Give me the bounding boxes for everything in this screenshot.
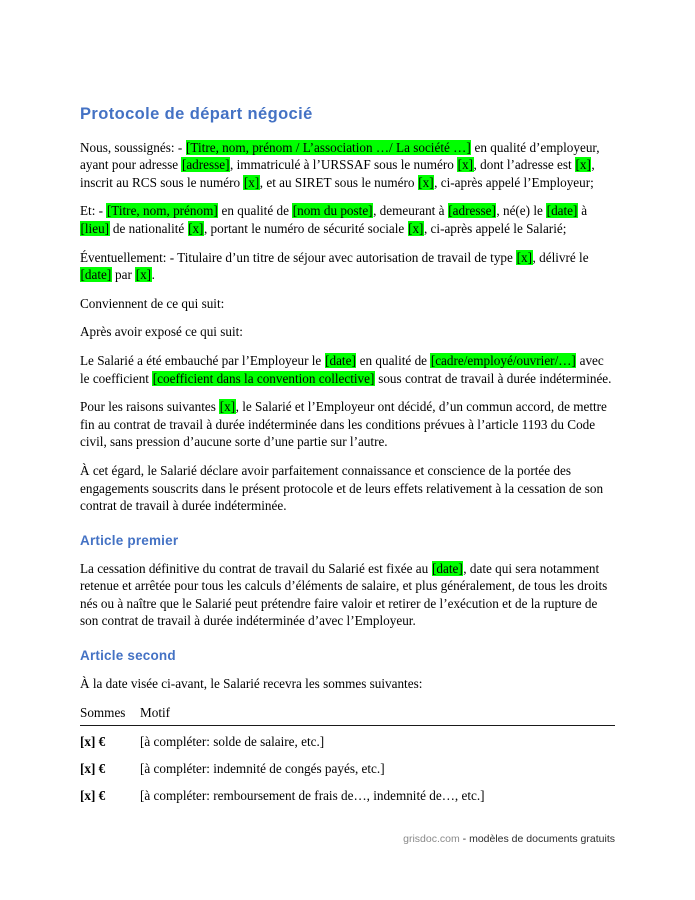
text-segment: Le Salarié a été embauché par l’Employeur le bbox=[80, 352, 325, 368]
text-segment: , délivré le bbox=[532, 249, 589, 265]
text-segment: en qualité d’employeur, ayant pour adresse bbox=[80, 139, 600, 173]
cell-amount[interactable]: [x] € bbox=[80, 734, 106, 750]
field-permit-date[interactable]: [date] bbox=[80, 267, 112, 283]
text-segment: en qualité de bbox=[218, 203, 293, 219]
field-hire-date[interactable]: [date] bbox=[325, 352, 356, 368]
text-segment: Pour les raisons suivantes bbox=[80, 399, 220, 415]
field-birth-place[interactable]: [lieu] bbox=[80, 221, 110, 236]
cell-motif[interactable]: [à compléter: solde de salaire, etc.] bbox=[140, 734, 325, 750]
field-termination-date[interactable]: [date] bbox=[432, 560, 463, 576]
text-segment: , portant le numéro de sécurité sociale bbox=[203, 221, 408, 236]
paragraph-hiring-details bbox=[80, 352, 615, 387]
field-siret-number[interactable]: [x] bbox=[418, 174, 434, 190]
sums-table bbox=[80, 704, 615, 809]
table-row bbox=[80, 755, 615, 782]
field-employee-address[interactable]: [adresse] bbox=[448, 203, 496, 219]
text-segment: . bbox=[151, 267, 155, 283]
text-segment: sous contrat de travail à durée indéterminée. bbox=[374, 370, 612, 386]
text-segment: de nationalité bbox=[109, 221, 188, 236]
paragraph-employee-identification bbox=[80, 202, 615, 237]
table-row bbox=[80, 726, 615, 756]
footer-tagline: - modèles de documents gratuits bbox=[459, 833, 615, 845]
paragraph-article-second-intro: À la date visée ci-avant, le Salarié recevra les sommes suivantes: bbox=[80, 675, 423, 691]
paragraph-employer-identification bbox=[80, 139, 615, 192]
paragraph-article-premier-body bbox=[80, 560, 615, 630]
field-nationality[interactable]: [x] bbox=[188, 221, 204, 236]
cell-amount[interactable]: [x] € bbox=[80, 788, 106, 804]
text-segment: en qualité de bbox=[356, 352, 431, 368]
paragraph-conviennent: Conviennent de ce qui suit: bbox=[80, 295, 225, 311]
text-segment: , dont l’adresse est bbox=[473, 157, 575, 173]
field-rcs-number[interactable]: [x] bbox=[243, 174, 260, 190]
heading-article-second: Article second bbox=[80, 647, 176, 663]
paragraph-residence-permit bbox=[80, 249, 615, 284]
text-segment: à bbox=[577, 203, 588, 219]
table-header-row bbox=[80, 704, 615, 726]
text-segment: , ci-après appelé l’Employeur; bbox=[434, 174, 594, 190]
cell-amount[interactable]: [x] € bbox=[80, 761, 106, 777]
field-employer-name[interactable]: [Titre, nom, prénom / L’association …/ La société …] bbox=[186, 139, 471, 155]
field-permit-issuer[interactable]: [x] bbox=[135, 267, 152, 283]
table-header bbox=[80, 704, 615, 726]
document-body bbox=[80, 104, 615, 809]
footer-site-name: grisdoc.com bbox=[403, 833, 460, 845]
cell-motif[interactable]: [à compléter: remboursement de frais de…, indemnité de…, etc.] bbox=[140, 788, 485, 804]
text-segment: par bbox=[111, 267, 136, 283]
paragraph-acknowledgment: À cet égard, le Salarié déclare avoir parfaitement connaissance et conscience de la portée des engagements souscrits dans le présent protocole et de leurs effets relativement à la cessation de son contrat de travail à durée indéterminée. bbox=[80, 462, 604, 514]
paragraph-termination-reasons bbox=[80, 398, 615, 451]
field-permit-type[interactable]: [x] bbox=[516, 249, 533, 265]
text-segment: Éventuellement: - Titulaire d’un titre de séjour avec autorisation de travail de type bbox=[80, 249, 517, 265]
field-employee-category[interactable]: [cadre/employé/ouvrier/…] bbox=[430, 352, 576, 368]
cell-motif[interactable]: [à compléter: indemnité de congés payés, etc.] bbox=[140, 761, 385, 777]
page-footer bbox=[0, 832, 695, 846]
field-collective-agreement-coefficient[interactable]: [coefficient dans la convention collective] bbox=[152, 370, 375, 386]
text-segment: , date qui sera notamment retenue et arrêtée pour tous les calculs d’éléments de salaire, et plus généralement, de tous les droits nés ou à naître que le Salarié peut prétendre faire valoir et retirer de l’exécution et de la rupture de son contrat de travail à durée indéterminée d’avec l’Employeur. bbox=[80, 560, 608, 629]
column-header-sommes: Sommes bbox=[80, 705, 126, 721]
field-urssaf-number[interactable]: [x] bbox=[457, 157, 474, 173]
field-birth-date[interactable]: [date] bbox=[546, 203, 578, 219]
field-employee-name[interactable]: [Titre, nom, prénom] bbox=[106, 203, 218, 219]
text-segment: , demeurant à bbox=[373, 203, 448, 219]
text-segment: , ci-après appelé le Salarié; bbox=[423, 221, 567, 236]
paragraph-apres-avoir-expose: Après avoir exposé ce qui suit: bbox=[80, 324, 243, 340]
table-body bbox=[80, 726, 615, 810]
text-segment: , immatriculé à l’URSSAF sous le numéro bbox=[230, 157, 458, 173]
text-segment: Nous, soussignés: - bbox=[80, 139, 186, 155]
text-segment: , né(e) le bbox=[496, 203, 547, 219]
text-segment: , et au SIRET sous le numéro bbox=[259, 174, 418, 190]
column-header-motif: Motif bbox=[140, 705, 171, 721]
page-title: Protocole de départ négocié bbox=[80, 105, 313, 123]
field-termination-reason[interactable]: [x] bbox=[219, 399, 236, 415]
text-segment: , le Salarié et l’Employeur ont décidé, d’un commun accord, de mettre fin au contrat de travail à durée indéterminée dans les conditions prévues à l’article 1193 du Code civil, sans pression d’aucune sorte d’une partie sur l’autre. bbox=[80, 399, 607, 450]
field-employer-address[interactable]: [adresse] bbox=[181, 157, 230, 173]
text-segment: Et: - bbox=[80, 203, 107, 219]
table-row bbox=[80, 782, 615, 809]
field-secondary-address[interactable]: [x] bbox=[575, 157, 591, 173]
heading-article-premier: Article premier bbox=[80, 532, 179, 548]
text-segment: avec le coefficient bbox=[80, 352, 604, 386]
field-job-title[interactable]: [nom du poste] bbox=[292, 203, 373, 219]
field-social-security-number[interactable]: [x] bbox=[408, 221, 424, 236]
text-segment: , inscrit au RCS sous le numéro bbox=[80, 157, 595, 190]
text-segment: La cessation définitive du contrat de travail du Salarié est fixée au bbox=[80, 560, 432, 576]
